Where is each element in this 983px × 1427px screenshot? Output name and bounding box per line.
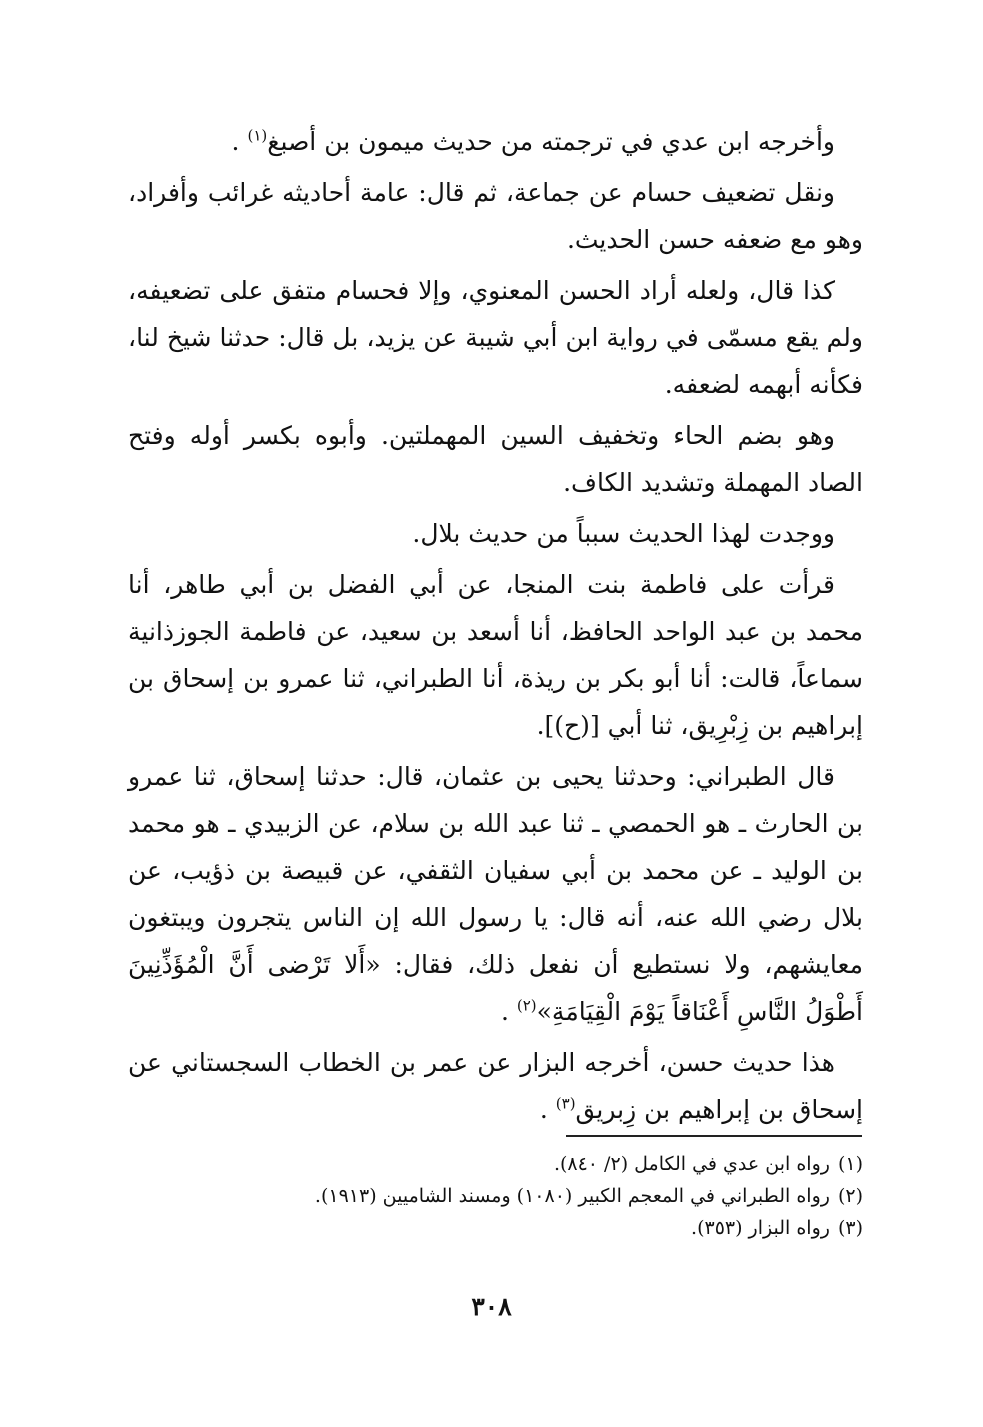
paragraph-tail: . <box>539 1095 548 1124</box>
paragraph-text: ووجدت لهذا الحديث سبباً من حديث بلال. <box>412 519 835 548</box>
footnote-2 <box>128 1180 863 1212</box>
paragraph-text: قال الطبراني: وحدثنا يحيى بن عثمان، قال: حدثنا إسحاق، ثنا عمرو بن الحارث ـ هو الحمصي ـ ثنا عبد الله بن سلام، عن الزبيدي ـ هو محمد بن الوليد ـ عن محمد بن أبي سفيان الثقفي، عن قبيصة بن ذؤيب، عن بلال رضي الله عنه، أنه قال: يا رسول الله إن الناس يتجرون ويبتغون معايشهم، ولا نستطيع أن نفعل ذلك، فقال: «أَلا تَرْضى أَنَّ الْمُؤَذِّنِينَ أَطْوَلُ النَّاسِ أَعْنَاقاً يَوْمَ الْقِيَامَةِ» <box>128 762 863 1026</box>
footnote-number: (١) <box>837 1153 863 1175</box>
paragraph-1 <box>128 118 863 165</box>
footnote-3 <box>128 1212 863 1244</box>
paragraph-5 <box>128 510 863 557</box>
paragraph-text: ونقل تضعيف حسام عن جماعة، ثم قال: عامة أحاديثه غرائب وأفراد، وهو مع ضعفه حسن الحديث. <box>128 178 863 254</box>
paragraph-tail: . <box>500 997 509 1026</box>
footnote-number: (٣) <box>837 1217 863 1239</box>
footnotes <box>128 1148 863 1244</box>
footnote-number: (٢) <box>837 1185 863 1207</box>
footnote-ref: (١) <box>247 126 268 145</box>
page-number: ٣٠٨ <box>471 1292 512 1321</box>
paragraph-6 <box>128 561 863 749</box>
paragraph-4 <box>128 412 863 506</box>
paragraph-text: وهو بضم الحاء وتخفيف السين المهملتين. وأبوه بكسر أوله وفتح الصاد المهملة وتشديد الكاف. <box>128 421 863 497</box>
paragraph-7 <box>128 753 863 1035</box>
footnote-text: رواه ابن عدي في الكامل (٢/ ٨٤٠). <box>553 1153 830 1175</box>
footnote-separator <box>566 1135 862 1137</box>
paragraph-text: وأخرجه ابن عدي في ترجمته من حديث ميمون بن أصبغ <box>267 127 835 156</box>
footnote-text: رواه الطبراني في المعجم الكبير (١٠٨٠) ومسند الشاميين (١٩١٣). <box>314 1185 830 1207</box>
main-text <box>128 118 863 1137</box>
paragraph-2 <box>128 169 863 263</box>
paragraph-text: هذا حديث حسن، أخرجه البزار عن عمر بن الخطاب السجستاني عن إسحاق بن إبراهيم بن زِبريق <box>128 1048 863 1124</box>
footnote-ref: (٣) <box>555 1094 576 1113</box>
footnote-1 <box>128 1148 863 1180</box>
paragraph-8 <box>128 1039 863 1133</box>
paragraph-text: كذا قال، ولعله أراد الحسن المعنوي، وإلا فحسام متفق على تضعيفه، ولم يقع مسمّى في رواية ابن أبي شيبة عن يزيد، بل قال: حدثنا شيخ لنا، فكأنه أبهمه لضعفه. <box>128 276 863 399</box>
footnote-ref: (٢) <box>516 996 537 1015</box>
footnote-text: رواه البزار (٣٥٣). <box>691 1217 830 1239</box>
paragraph-text: قرأت على فاطمة بنت المنجا، عن أبي الفضل بن أبي طاهر، أنا محمد بن عبد الواحد الحافظ، أنا أسعد بن سعيد، عن فاطمة الجوزذانية سماعاً، قالت: أنا أبو بكر بن ريذة، أنا الطبراني، ثنا عمرو بن إسحاق بن إبراهيم بن زِبْرِيق، ثنا أبي [(ح)]. <box>128 570 863 740</box>
paragraph-3 <box>128 267 863 408</box>
paragraph-tail: . <box>231 127 240 156</box>
